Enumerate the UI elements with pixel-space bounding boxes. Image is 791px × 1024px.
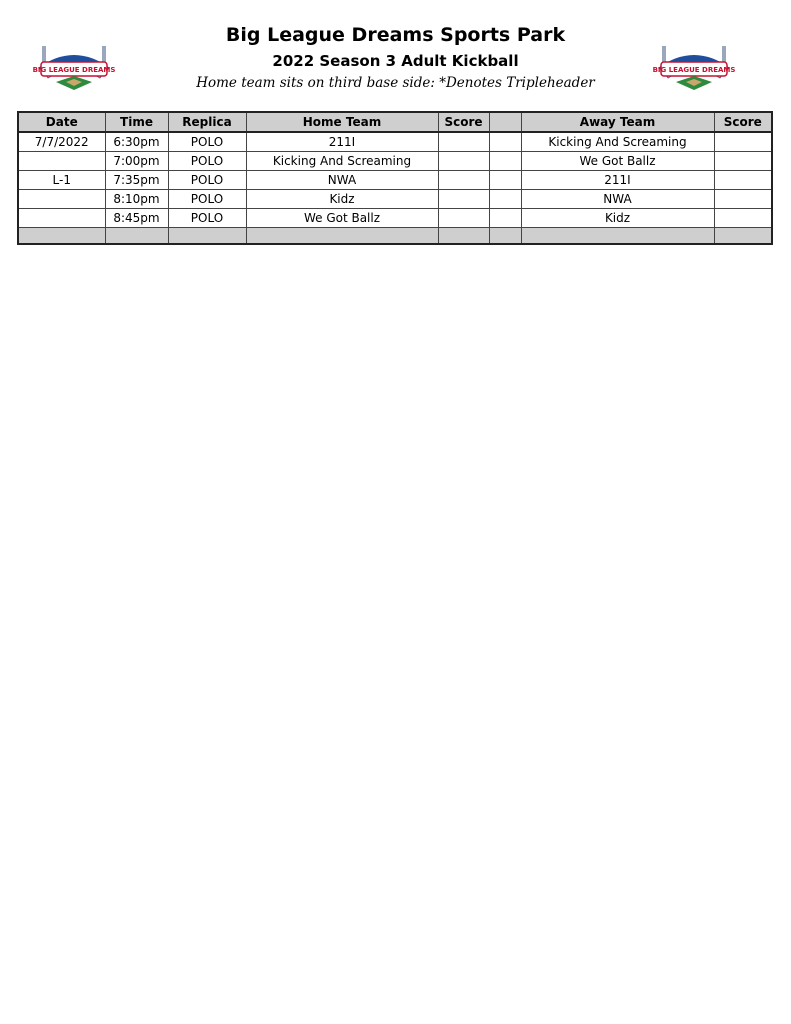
cell-time: 6:30pm bbox=[105, 132, 168, 152]
cell-gap bbox=[489, 190, 521, 209]
page-header bbox=[0, 0, 791, 105]
cell-away-team: We Got Ballz bbox=[521, 152, 714, 171]
cell-away-team: Kidz bbox=[521, 209, 714, 228]
cell-gap bbox=[489, 152, 521, 171]
cell-home-team: We Got Ballz bbox=[246, 209, 438, 228]
cell-away-team: 211I bbox=[521, 171, 714, 190]
filler-cell bbox=[105, 228, 168, 245]
cell-replica: POLO bbox=[168, 132, 246, 152]
cell-replica: POLO bbox=[168, 190, 246, 209]
table-header-row bbox=[18, 112, 772, 132]
cell-away-score bbox=[714, 132, 772, 152]
cell-replica: POLO bbox=[168, 171, 246, 190]
cell-away-score bbox=[714, 190, 772, 209]
col-header-away-score: Score bbox=[714, 112, 772, 132]
table-row bbox=[18, 152, 772, 171]
cell-date: L-1 bbox=[18, 171, 105, 190]
page-title: Big League Dreams Sports Park bbox=[225, 24, 566, 46]
cell-replica: POLO bbox=[168, 209, 246, 228]
col-header-date: Date bbox=[18, 112, 105, 132]
filler-cell bbox=[489, 228, 521, 245]
cell-home-team: NWA bbox=[246, 171, 438, 190]
cell-home-score bbox=[438, 190, 489, 209]
cell-gap bbox=[489, 171, 521, 190]
svg-text:BIG LEAGUE DREAMS: BIG LEAGUE DREAMS bbox=[652, 66, 736, 74]
svg-text:BIG LEAGUE DREAMS: BIG LEAGUE DREAMS bbox=[32, 66, 116, 74]
filler-cell bbox=[18, 228, 105, 245]
col-header-gap bbox=[489, 112, 521, 132]
cell-home-score bbox=[438, 132, 489, 152]
cell-gap bbox=[489, 132, 521, 152]
cell-home-team: Kidz bbox=[246, 190, 438, 209]
filler-cell bbox=[438, 228, 489, 245]
cell-home-team: Kicking And Screaming bbox=[246, 152, 438, 171]
filler-cell bbox=[714, 228, 772, 245]
cell-home-team: 211I bbox=[246, 132, 438, 152]
col-header-home-team: Home Team bbox=[246, 112, 438, 132]
table-row bbox=[18, 190, 772, 209]
cell-replica: POLO bbox=[168, 152, 246, 171]
col-header-home-score: Score bbox=[438, 112, 489, 132]
filler-cell bbox=[168, 228, 246, 245]
cell-away-score bbox=[714, 171, 772, 190]
col-header-away-team: Away Team bbox=[521, 112, 714, 132]
filler-cell bbox=[521, 228, 714, 245]
cell-time: 8:45pm bbox=[105, 209, 168, 228]
table-row bbox=[18, 209, 772, 228]
cell-time: 7:35pm bbox=[105, 171, 168, 190]
cell-gap bbox=[489, 209, 521, 228]
cell-away-score bbox=[714, 152, 772, 171]
schedule-note: Home team sits on third base side: *Denotes Tripleheader bbox=[196, 75, 595, 91]
cell-away-team: NWA bbox=[521, 190, 714, 209]
cell-home-score bbox=[438, 152, 489, 171]
cell-date bbox=[18, 190, 105, 209]
cell-home-score bbox=[438, 171, 489, 190]
table-row bbox=[18, 132, 772, 152]
cell-date: 7/7/2022 bbox=[18, 132, 105, 152]
table-row bbox=[18, 171, 772, 190]
table-filler-row bbox=[18, 228, 772, 245]
col-header-time: Time bbox=[105, 112, 168, 132]
cell-date bbox=[18, 209, 105, 228]
page-subtitle: 2022 Season 3 Adult Kickball bbox=[272, 52, 519, 70]
filler-cell bbox=[246, 228, 438, 245]
cell-time: 7:00pm bbox=[105, 152, 168, 171]
col-header-replica: Replica bbox=[168, 112, 246, 132]
cell-home-score bbox=[438, 209, 489, 228]
cell-away-score bbox=[714, 209, 772, 228]
cell-away-team: Kicking And Screaming bbox=[521, 132, 714, 152]
cell-time: 8:10pm bbox=[105, 190, 168, 209]
cell-date bbox=[18, 152, 105, 171]
schedule-table bbox=[17, 111, 773, 245]
